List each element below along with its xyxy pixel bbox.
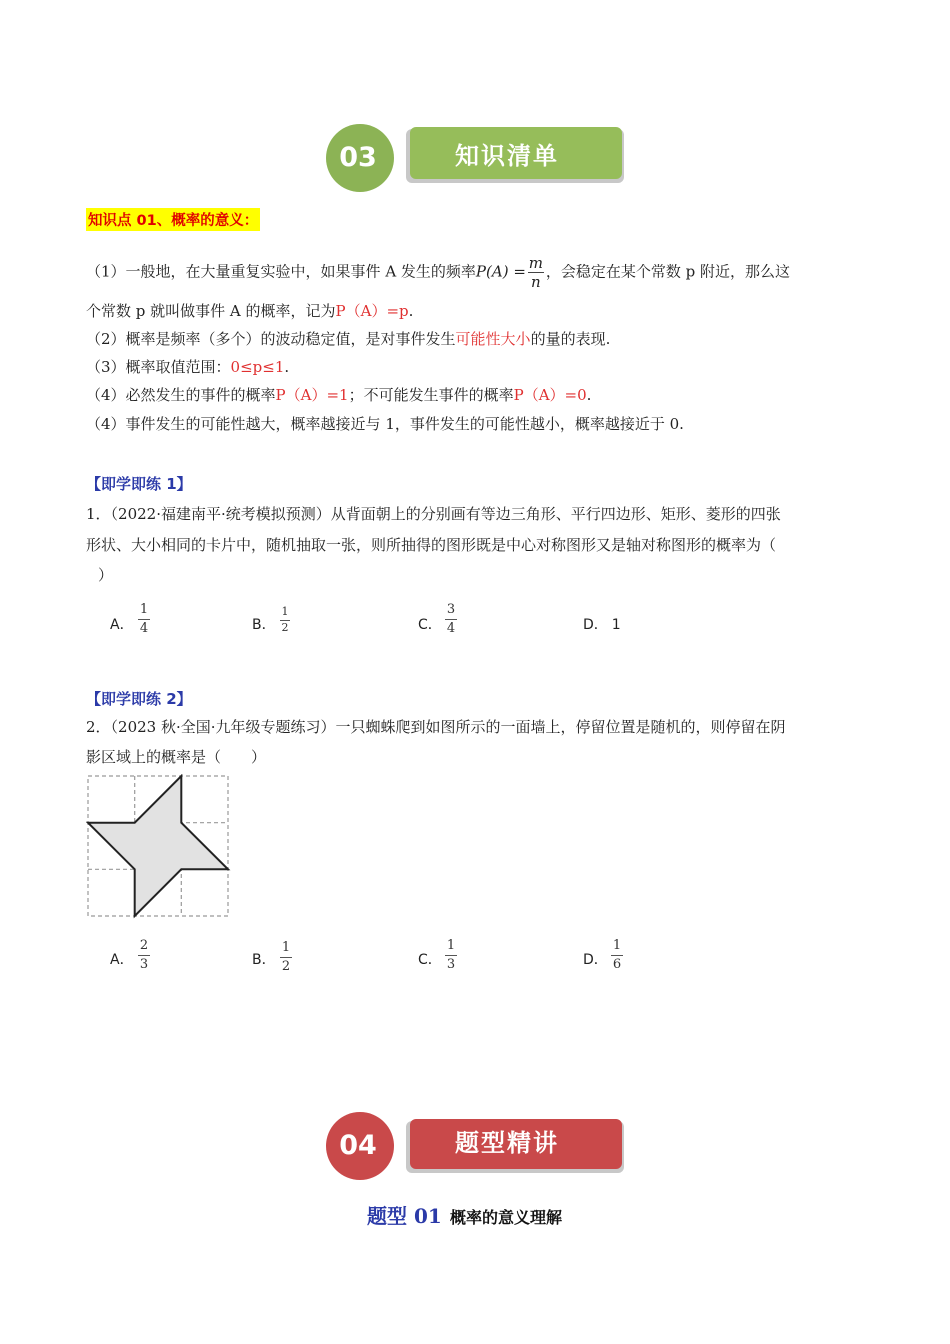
question-type-title: 题型 01 (367, 1204, 442, 1228)
fraction-denominator: 4 (446, 621, 456, 636)
practice-2-option-c[interactable] (418, 949, 442, 969)
practice-1-option-b-fraction (280, 606, 290, 634)
fraction-numerator: 1 (139, 602, 149, 617)
banner-03-number: 03 (339, 142, 377, 173)
knowledge-line-3-text: （2）概率是频率（多个）的波动稳定值，是对事件发生 (86, 330, 456, 348)
practice-2-option-b-fraction (280, 940, 292, 974)
banner-03-title: 知识清单 (455, 142, 559, 170)
practice-1-option-b[interactable] (252, 614, 276, 634)
fraction-denominator: 3 (446, 957, 456, 972)
option-label: A． (110, 617, 134, 633)
practice-1-question-line-3: ） (98, 566, 114, 584)
knowledge-line-4-text: （3）概率取值范围： (86, 358, 231, 376)
practice-2-question-line-2: 影区域上的概率是（ ） (86, 748, 267, 766)
option-label: B． (252, 952, 276, 968)
practice-1-option-d[interactable] (583, 614, 621, 634)
section-banner-03 (322, 122, 632, 192)
fraction-numerator: 1 (612, 938, 622, 953)
knowledge-line-2-tail: . (408, 302, 414, 320)
knowledge-line-5-text: （4）必然发生的事件的概率 (86, 386, 276, 404)
fraction-numerator: 1 (281, 940, 291, 955)
practice-1-option-a-fraction (138, 602, 150, 636)
practice-2-option-a[interactable] (110, 949, 134, 969)
fraction-numerator: 1 (281, 605, 289, 618)
section-banner-04 (322, 1110, 632, 1180)
knowledge-line-1-tail: ，会稳定在某个常数 p 附近，那么这 (545, 262, 791, 281)
knowledge-line-5 (86, 384, 591, 406)
knowledge-point-heading: 知识点 01、概率的意义： (86, 208, 260, 231)
practice-2-option-c-fraction (445, 938, 457, 972)
fraction-denominator: 3 (139, 957, 149, 972)
fraction-denominator: 2 (281, 959, 291, 974)
fraction-numerator: 3 (446, 602, 456, 617)
option-d-value: 1 (611, 617, 621, 633)
knowledge-line-3 (86, 328, 610, 350)
practice-2-option-d[interactable] (583, 949, 608, 969)
option-label: D． (583, 617, 608, 633)
knowledge-line-3-tail: 的量的表现. (530, 330, 611, 348)
banner-04-title: 题型精讲 (455, 1129, 559, 1157)
impossible-event-probability: P（A）=0 (513, 386, 587, 404)
probability-formula-fraction (528, 254, 544, 291)
practice-1-question-line-2: 形状、大小相同的卡片中，随机抽取一张，则所抽得的图形既是中心对称图形又是轴对称图形的概率为（ (86, 536, 777, 554)
formula-numerator: m (528, 254, 543, 272)
fraction-denominator: 2 (281, 621, 289, 634)
probability-notation: P（A）=p (335, 302, 409, 320)
option-label: B． (252, 617, 276, 633)
knowledge-line-2 (86, 300, 413, 322)
knowledge-line-4-tail: . (284, 358, 290, 376)
probability-range: 0≤p≤1 (230, 358, 285, 376)
practice-2-option-b[interactable] (252, 949, 276, 969)
knowledge-line-1-text: （1）一般地，在大量重复实验中，如果事件 A 发生的频率 (86, 262, 476, 281)
probability-formula-lhs: P(A) = (475, 262, 526, 281)
practice-2-heading: 【即学即练 2】 (86, 690, 192, 708)
knowledge-line-4 (86, 356, 289, 378)
fraction-denominator: 4 (139, 621, 149, 636)
highlight-possibility: 可能性大小 (455, 330, 531, 348)
knowledge-line-1 (86, 254, 790, 291)
question-type-subtitle: 概率的意义理解 (450, 1208, 563, 1227)
practice-2-question-line-1: 2．（2023 秋·全国·九年级专题练习）一只蜘蛛爬到如图所示的一面墙上，停留位置是随机的，则停留在阴 (86, 718, 786, 736)
knowledge-line-2-text: 个常数 p 就叫做事件 A 的概率，记为 (86, 302, 336, 320)
fraction-numerator: 1 (446, 938, 456, 953)
practice-2-option-d-fraction (611, 938, 623, 972)
fraction-numerator: 2 (139, 938, 149, 953)
knowledge-line-5-mid: ；不可能发生事件的概率 (348, 386, 514, 404)
practice-2-option-a-fraction (138, 938, 150, 972)
option-label: C． (418, 617, 442, 633)
practice-1-option-a[interactable] (110, 614, 134, 634)
shaded-star-region (88, 776, 228, 916)
knowledge-line-5-tail: . (586, 386, 592, 404)
knowledge-line-6: （4）事件发生的可能性越大，概率越接近与 1，事件发生的可能性越小，概率越接近于 0. (86, 415, 684, 433)
banner-04-number: 04 (339, 1130, 377, 1161)
practice-1-option-c[interactable] (418, 614, 442, 634)
formula-denominator: n (531, 273, 541, 291)
certain-event-probability: P（A）=1 (275, 386, 349, 404)
practice-1-question-line-1: 1．（2022·福建南平·统考模拟预测）从背面朝上的分别画有等边三角形、平行四边形、矩形、菱形的四张 (86, 505, 781, 523)
fraction-denominator: 6 (612, 957, 622, 972)
spider-wall-figure (86, 774, 232, 920)
practice-1-heading: 【即学即练 1】 (86, 475, 192, 493)
option-label: C． (418, 952, 442, 968)
option-label: D． (583, 952, 608, 968)
option-label: A． (110, 952, 134, 968)
practice-1-option-c-fraction (445, 602, 457, 636)
